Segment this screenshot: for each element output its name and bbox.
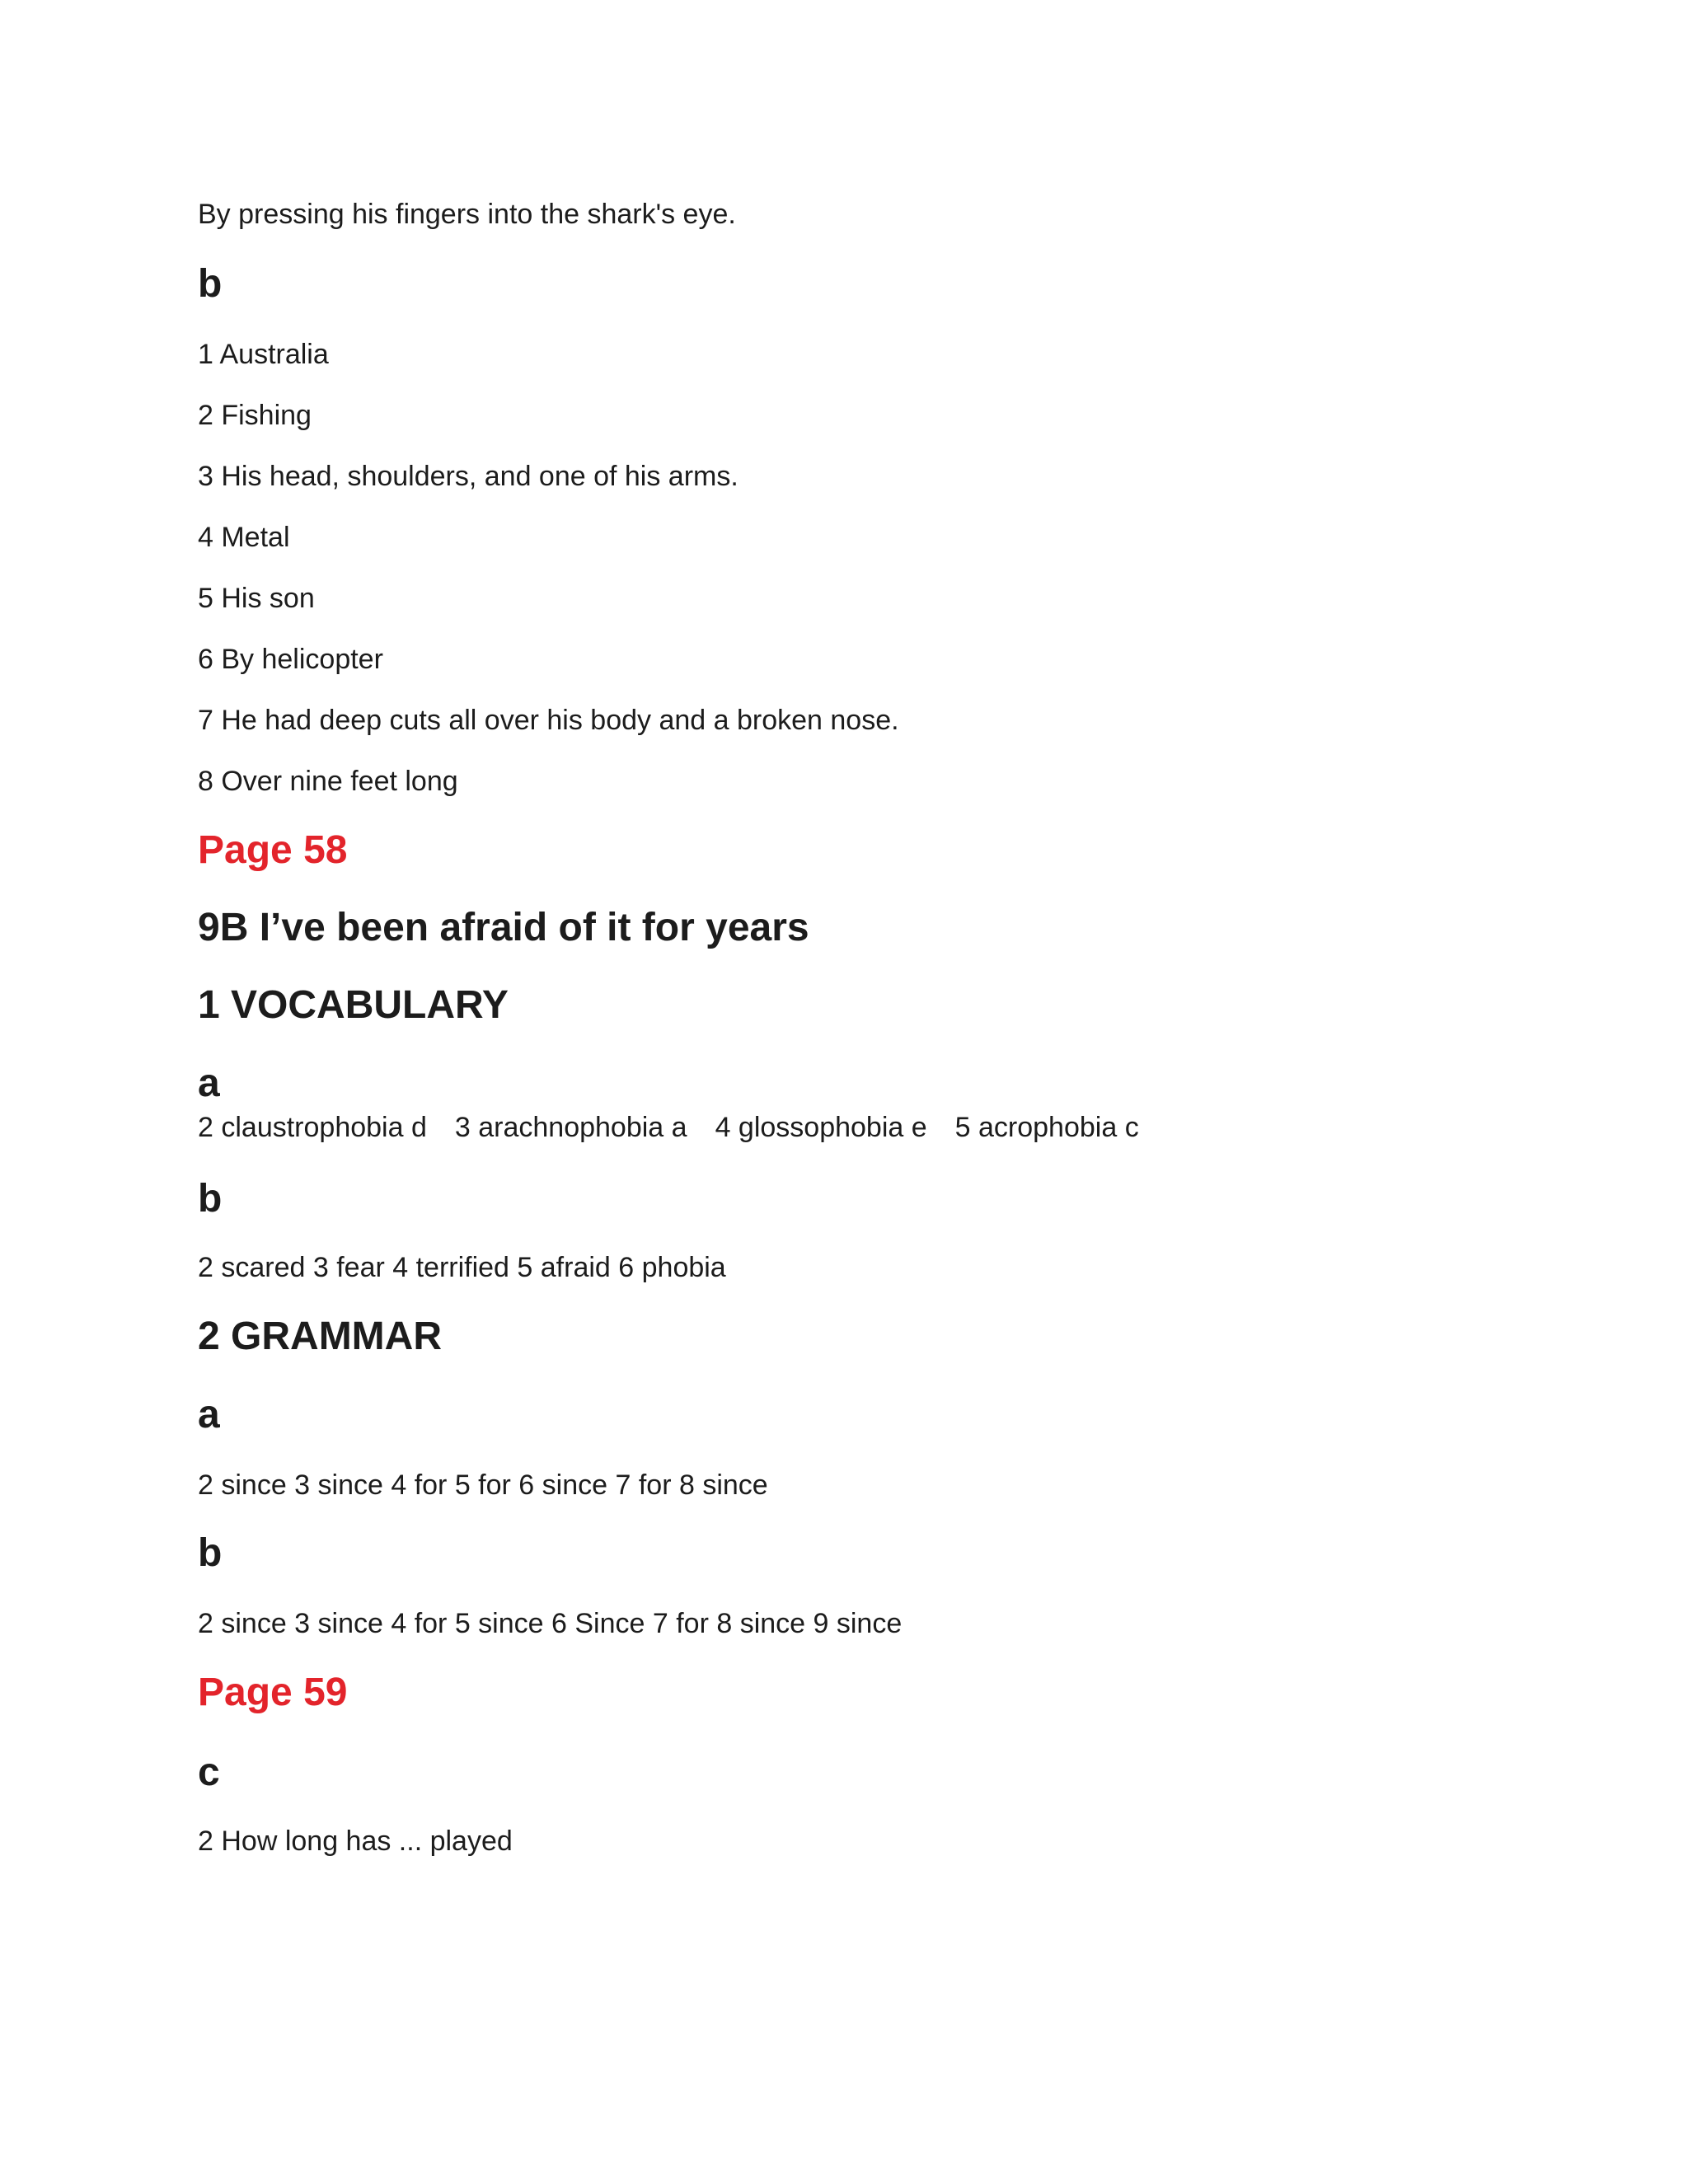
answer-item: 2 Fishing xyxy=(198,400,312,431)
vocabulary-a-answers xyxy=(198,1111,1167,1144)
vocabulary-b-answers: 2 scared 3 fear 4 terrified 5 afraid 6 phobia xyxy=(198,1252,726,1283)
answer-item: 1 Australia xyxy=(198,339,329,370)
answer-item: 5 acrophobia c xyxy=(954,1112,1139,1143)
unit-title: 9B I’ve been afraid of it for years xyxy=(198,906,809,949)
section-heading-grammar: 2 GRAMMAR xyxy=(198,1315,442,1358)
answer-item: 6 By helicopter xyxy=(198,644,383,675)
top-answer: By pressing his fingers into the shark's eye. xyxy=(198,199,736,230)
page-number-label: Page 58 xyxy=(198,828,348,872)
answer-item: 3 arachnophobia a xyxy=(454,1112,687,1143)
answer-item: 3 His head, shoulders, and one of his arms. xyxy=(198,461,738,492)
grammar-a-answers: 2 since 3 since 4 for 5 for 6 since 7 for 8 since xyxy=(198,1469,768,1501)
answer-item: 4 glossophobia e xyxy=(715,1112,927,1143)
exercise-letter-b: b xyxy=(198,262,223,306)
section-c-answer: 2 How long has ... played xyxy=(198,1825,513,1857)
answer-item: 2 claustrophobia d xyxy=(198,1112,427,1143)
exercise-letter-a: a xyxy=(198,1062,220,1105)
exercise-letter-b: b xyxy=(198,1531,223,1575)
exercise-letter-b: b xyxy=(198,1177,223,1221)
answer-item: 4 Metal xyxy=(198,522,290,553)
answer-item: 5 His son xyxy=(198,583,315,614)
grammar-b-answers: 2 since 3 since 4 for 5 since 6 Since 7 for 8 since 9 since xyxy=(198,1608,903,1639)
answer-item: 8 Over nine feet long xyxy=(198,766,458,797)
exercise-letter-a: a xyxy=(198,1393,220,1436)
section-heading-vocabulary: 1 VOCABULARY xyxy=(198,983,509,1027)
page-number-label: Page 59 xyxy=(198,1671,348,1714)
answer-item: 7 He had deep cuts all over his body and a broken nose. xyxy=(198,705,899,736)
exercise-letter-c: c xyxy=(198,1750,220,1794)
